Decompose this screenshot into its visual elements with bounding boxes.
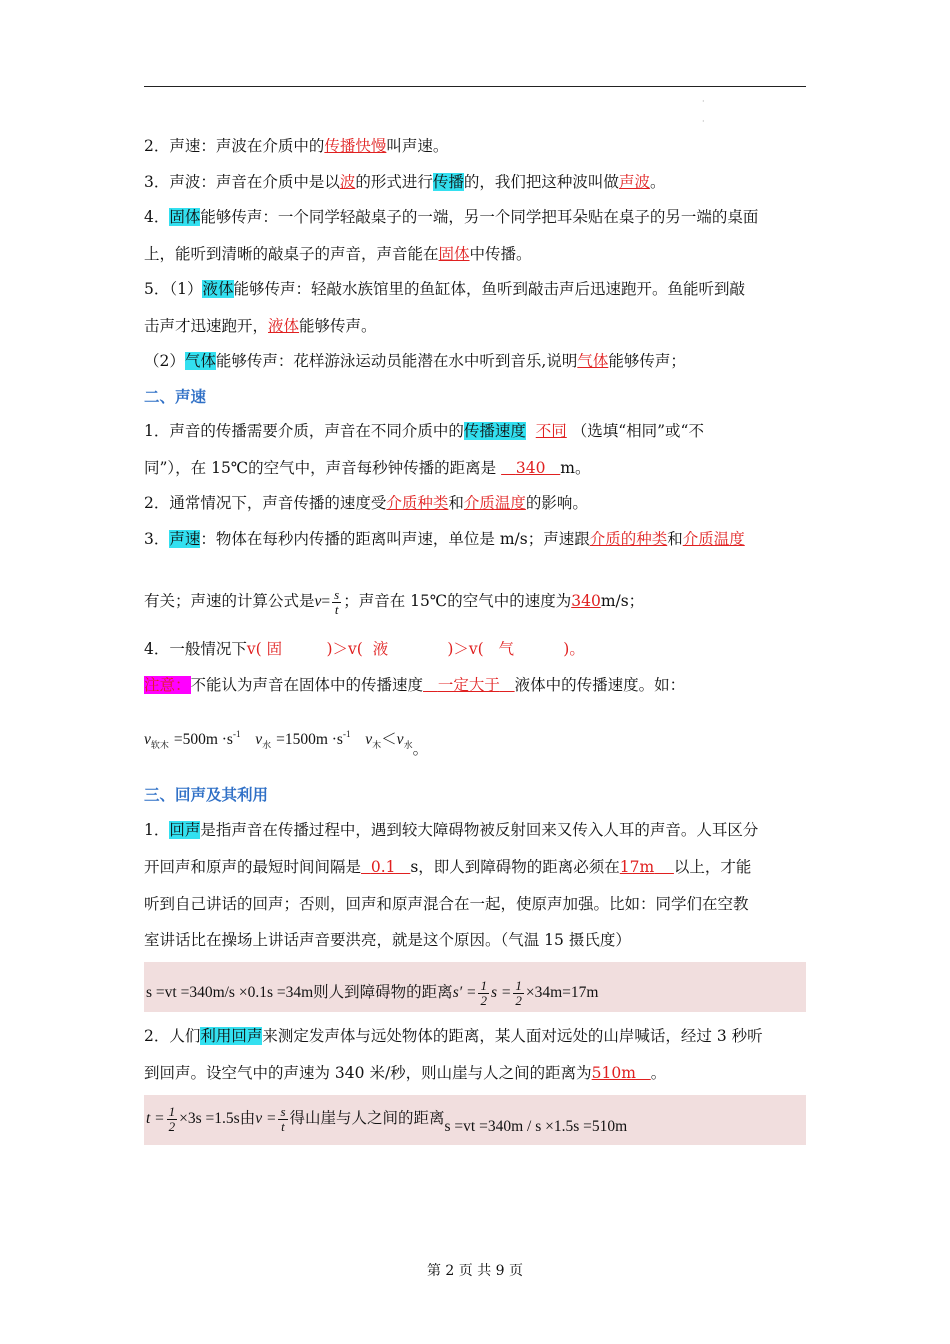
text: 不能认为声音在固体中的传播速度 bbox=[190, 676, 424, 694]
formula-eq: = bbox=[321, 593, 331, 610]
item-sound-speed-def bbox=[144, 134, 814, 158]
answer: 不同 bbox=[535, 422, 567, 440]
subscript: 水 bbox=[403, 741, 413, 751]
item-speed-1a bbox=[144, 419, 814, 443]
text: 和 bbox=[667, 530, 683, 548]
answer: )。 bbox=[563, 640, 585, 658]
item-speed-3b bbox=[144, 584, 814, 619]
text: 4． bbox=[144, 208, 170, 226]
denominator: t bbox=[281, 1118, 285, 1134]
text: 2．人们 bbox=[144, 1027, 201, 1045]
answer-value: 17m bbox=[619, 858, 655, 876]
item-solid-2 bbox=[144, 242, 814, 266]
formula-text: =500m ·s bbox=[173, 731, 233, 748]
text: 中传播。 bbox=[469, 245, 532, 263]
text: 开回声和原声的最短时间间隔是 bbox=[144, 858, 362, 876]
subscript: 软木 bbox=[150, 741, 169, 751]
solution-1-content bbox=[146, 975, 598, 1010]
formula-text: ×34m=17m bbox=[525, 984, 599, 1001]
header-dot: · bbox=[702, 97, 705, 106]
text: 能够传声。 bbox=[299, 317, 377, 335]
denominator: t bbox=[334, 601, 339, 617]
highlight: 传播速度 bbox=[463, 422, 526, 440]
header-rule bbox=[144, 86, 806, 87]
formula-text: v = bbox=[255, 1110, 277, 1127]
item-speed-4 bbox=[144, 637, 814, 661]
formula-var: v bbox=[365, 731, 373, 748]
answer: 液体 bbox=[268, 317, 300, 335]
formula-text: s =vt =340m/s ×0.1s =34m bbox=[146, 984, 314, 1001]
formula-fraction bbox=[478, 979, 489, 1008]
text: m。 bbox=[560, 459, 591, 477]
formula-var: v bbox=[144, 731, 151, 748]
item-echo-1a bbox=[144, 818, 814, 842]
text: 室讲话比在操场上讲话声音要洪亮，就是这个原因。（气温 15 摄氏度） bbox=[144, 931, 631, 949]
formula-text: =1500m ·s bbox=[276, 731, 343, 748]
answer: 介质种类 bbox=[386, 494, 449, 512]
formula-var: v bbox=[314, 593, 322, 610]
answer-value: 340 bbox=[515, 459, 546, 477]
denominator: 2 bbox=[515, 992, 522, 1008]
text: 有关；声速的计算公式是 bbox=[144, 592, 315, 610]
text: 击声才迅速跑开， bbox=[144, 317, 269, 335]
item-sound-wave bbox=[144, 170, 814, 194]
denominator: 2 bbox=[480, 992, 487, 1008]
answer: 340 bbox=[571, 592, 601, 610]
text: 同”），在 15℃的空气中，声音每秒钟传播的距离是 bbox=[144, 459, 497, 477]
item-speed-1b bbox=[144, 456, 814, 480]
text: 是指声音在传播过程中，遇到较大障碍物被反射回来又传入人耳的声音。人耳区分 bbox=[200, 821, 759, 839]
text: 的形式进行 bbox=[355, 173, 433, 191]
formula-text: ×3s =1.5s bbox=[179, 1110, 240, 1127]
formula-fraction bbox=[278, 1105, 287, 1134]
item-speed-2 bbox=[144, 491, 814, 515]
text: 5．（1） bbox=[144, 280, 203, 298]
numerator: 1 bbox=[480, 977, 487, 993]
text: 由 bbox=[239, 1109, 256, 1127]
item-liquid-2 bbox=[144, 314, 814, 338]
answer: 传播快慢 bbox=[324, 137, 387, 155]
text: （2） bbox=[144, 352, 185, 370]
answer: 液 bbox=[372, 640, 389, 658]
text: 得山崖与人之间的距离 bbox=[289, 1109, 445, 1127]
highlight: 声速 bbox=[169, 530, 201, 548]
formula-op: ＜ bbox=[381, 730, 397, 748]
highlight: 气体 bbox=[184, 352, 216, 370]
superscript: -1 bbox=[342, 729, 351, 739]
formula-fraction bbox=[167, 1105, 178, 1134]
denominator: 2 bbox=[168, 1118, 176, 1134]
highlight: 回声 bbox=[169, 821, 201, 839]
text: 3．声波：声音在介质中是以 bbox=[144, 173, 340, 191]
text: 叫声速。 bbox=[386, 137, 449, 155]
formula-text: s =vt =340m / s ×1.5s =510m bbox=[444, 1118, 628, 1135]
text: 的，我们把这种波叫做 bbox=[463, 173, 619, 191]
note-line bbox=[144, 673, 814, 697]
highlight: 传播 bbox=[432, 173, 464, 191]
item-echo-2b bbox=[144, 1061, 814, 1085]
answer: 介质的种类 bbox=[589, 530, 668, 548]
answer: 气体 bbox=[577, 352, 609, 370]
answer: 固体 bbox=[438, 245, 470, 263]
answer: 固 bbox=[266, 640, 283, 658]
text: 和 bbox=[448, 494, 464, 512]
answer bbox=[592, 1064, 651, 1082]
text: 4．一般情况下 bbox=[144, 640, 247, 658]
text: 1．声音的传播需要介质，声音在不同介质中的 bbox=[144, 422, 464, 440]
item-solid-1 bbox=[144, 205, 814, 229]
text: （选填“相同”或“不 bbox=[571, 422, 704, 440]
text: 来测定发声体与远处物体的距离，某人面对远处的山岸喊话，经过 3 秒听 bbox=[262, 1027, 763, 1045]
page-footer: 第 2 页 共 9 页 bbox=[426, 1263, 524, 1279]
formula-var: v bbox=[255, 731, 263, 748]
text: s，即人到障碍物的距离必须在 bbox=[410, 858, 620, 876]
answer-value: 一定大于 bbox=[437, 676, 500, 694]
numerator: 1 bbox=[168, 1103, 176, 1119]
formula-text: s′ = bbox=[452, 984, 477, 1001]
text: 能够传声：一个同学轻敲桌子的一端，另一个同学把耳朵贴在桌子的另一端的桌面 bbox=[200, 208, 759, 226]
text: 3． bbox=[144, 530, 170, 548]
formula-fraction bbox=[332, 588, 341, 617]
solution-2-content bbox=[146, 1101, 627, 1136]
answer-value: 0.1 bbox=[370, 858, 396, 876]
formula-line bbox=[144, 722, 814, 758]
subscript: 木 bbox=[372, 741, 382, 751]
answer bbox=[361, 858, 410, 876]
answer bbox=[620, 858, 674, 876]
header-dot: · bbox=[702, 117, 705, 126]
note-label: 注意： bbox=[144, 676, 191, 694]
answer: 气 bbox=[498, 640, 514, 658]
text: 。 bbox=[649, 173, 666, 191]
solution-box-1 bbox=[144, 962, 806, 1012]
text: 。 bbox=[650, 1064, 667, 1082]
section-heading-echo: 三、回声及其利用 bbox=[144, 786, 269, 804]
superscript: -1 bbox=[232, 729, 241, 739]
item-echo-1c bbox=[144, 892, 814, 916]
text: 液体中的传播速度。如： bbox=[514, 676, 686, 694]
answer: )＞v( bbox=[447, 640, 484, 658]
answer: 声波 bbox=[618, 173, 650, 191]
subscript: 水 bbox=[262, 741, 272, 751]
text: 到回声。设空气中的声速为 340 米/秒，则山崖与人之间的距离为 bbox=[144, 1064, 592, 1082]
item-echo-1d bbox=[144, 928, 814, 952]
item-echo-2a bbox=[144, 1024, 814, 1048]
highlight: 固体 bbox=[169, 208, 201, 226]
item-gas bbox=[144, 349, 814, 373]
text: 则人到障碍物的距离 bbox=[313, 983, 453, 1001]
item-echo-1b bbox=[144, 855, 814, 879]
highlight: 液体 bbox=[202, 280, 234, 298]
text: 2．通常情况下，声音传播的速度受 bbox=[144, 494, 387, 512]
answer bbox=[501, 459, 560, 477]
text: 以上，才能 bbox=[673, 858, 752, 876]
section-heading-speed: 二、声速 bbox=[144, 388, 207, 406]
highlight: 利用回声 bbox=[200, 1027, 263, 1045]
answer: 介质温度 bbox=[682, 530, 745, 548]
formula-text: s = bbox=[490, 984, 512, 1001]
numerator: s bbox=[334, 586, 340, 602]
answer bbox=[423, 676, 515, 694]
text: 。 bbox=[412, 740, 429, 758]
formula-fraction bbox=[513, 979, 524, 1008]
numerator: s bbox=[280, 1103, 286, 1119]
numerator: 1 bbox=[515, 977, 522, 993]
text: ：物体在每秒内传播的距离叫声速，单位是 m/s；声速跟 bbox=[200, 530, 590, 548]
formula-text: t = bbox=[146, 1110, 165, 1127]
answer: v( bbox=[246, 640, 262, 658]
text: 的影响。 bbox=[525, 494, 588, 512]
text: 上，能听到清晰的敲桌子的声音，声音能在 bbox=[144, 245, 439, 263]
solution-box-2 bbox=[144, 1095, 806, 1145]
answer-value: 510m bbox=[591, 1064, 636, 1082]
text: m/s； bbox=[600, 592, 645, 610]
answer: 介质温度 bbox=[463, 494, 526, 512]
answer: 波 bbox=[339, 173, 356, 191]
text: 2．声速：声波在介质中的 bbox=[144, 137, 325, 155]
text: ；声音在 15℃的空气中的速度为 bbox=[343, 592, 572, 610]
answer: )＞v( bbox=[326, 640, 363, 658]
item-liquid-1 bbox=[144, 277, 814, 301]
text: 1． bbox=[144, 821, 170, 839]
text: 能够传声：花样游泳运动员能潜在水中听到音乐,说明 bbox=[215, 352, 578, 370]
item-speed-3a bbox=[144, 527, 814, 551]
formula-var: v bbox=[396, 731, 404, 748]
text: 听到自己讲话的回声；否则，回声和原声混合在一起，使原声加强。比如：同学们在空教 bbox=[144, 895, 749, 913]
text: 能够传声； bbox=[608, 352, 686, 370]
text: 能够传声：轻敲水族馆里的鱼缸体，鱼听到敲击声后迅速跑开。鱼能听到敲 bbox=[233, 280, 746, 298]
